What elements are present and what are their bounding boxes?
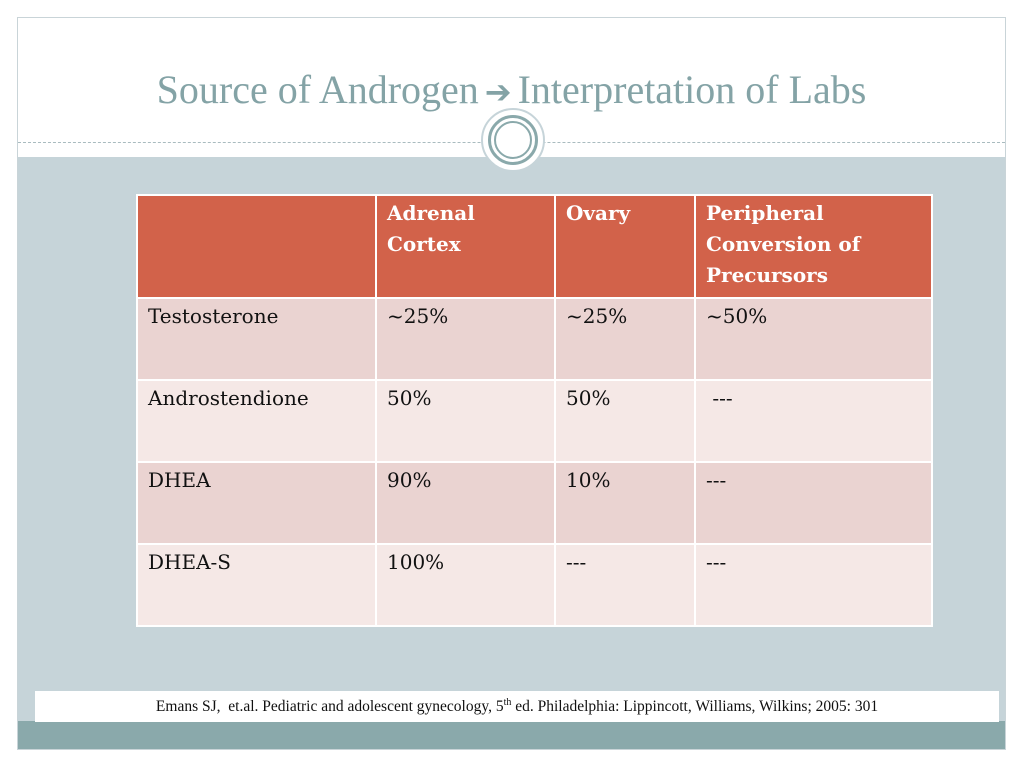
cell-peripheral: ---	[695, 544, 932, 626]
citation-superscript: th	[503, 696, 512, 708]
table-row	[137, 298, 932, 380]
citation-text: Emans SJ, et.al. Pediatric and adolescent gynecology, 5	[155, 698, 504, 715]
header-adrenal-cortex: Adrenal Cortex	[376, 195, 555, 298]
header-ovary: Ovary	[555, 195, 695, 298]
row-label: Testosterone	[137, 298, 376, 380]
row-label: DHEA	[137, 462, 376, 544]
bottom-band	[18, 721, 1005, 749]
cell-adrenal: 50%	[376, 380, 555, 462]
cell-adrenal: ~25%	[376, 298, 555, 380]
slide	[17, 17, 1006, 750]
table-row	[137, 462, 932, 544]
citation	[35, 691, 999, 722]
table-row	[137, 380, 932, 462]
cell-ovary: ~25%	[555, 298, 695, 380]
title-part-1: Source of Androgen	[156, 67, 479, 112]
row-label: DHEA-S	[137, 544, 376, 626]
cell-peripheral: ---	[695, 380, 932, 462]
cell-adrenal: 90%	[376, 462, 555, 544]
cell-ovary: 50%	[555, 380, 695, 462]
header-cell-empty	[137, 195, 376, 298]
slide-title	[18, 66, 1005, 113]
cell-peripheral: ~50%	[695, 298, 932, 380]
circle-ornament-inner-ring	[494, 121, 532, 159]
header-peripheral-conversion: Peripheral Conversion of Precursors	[695, 195, 932, 298]
cell-ovary: ---	[555, 544, 695, 626]
row-label: Androstendione	[137, 380, 376, 462]
androgen-source-table	[136, 194, 933, 627]
cell-ovary: 10%	[555, 462, 695, 544]
cell-adrenal: 100%	[376, 544, 555, 626]
table-row	[137, 544, 932, 626]
table-header-row	[137, 195, 932, 298]
title-part-2: Interpretation of Labs	[517, 67, 867, 112]
cell-peripheral: ---	[695, 462, 932, 544]
citation-text-end: ed. Philadelphia: Lippincott, Williams, Wilkins; 2005: 301	[511, 698, 879, 715]
right-arrow-icon: ➔	[484, 73, 512, 111]
